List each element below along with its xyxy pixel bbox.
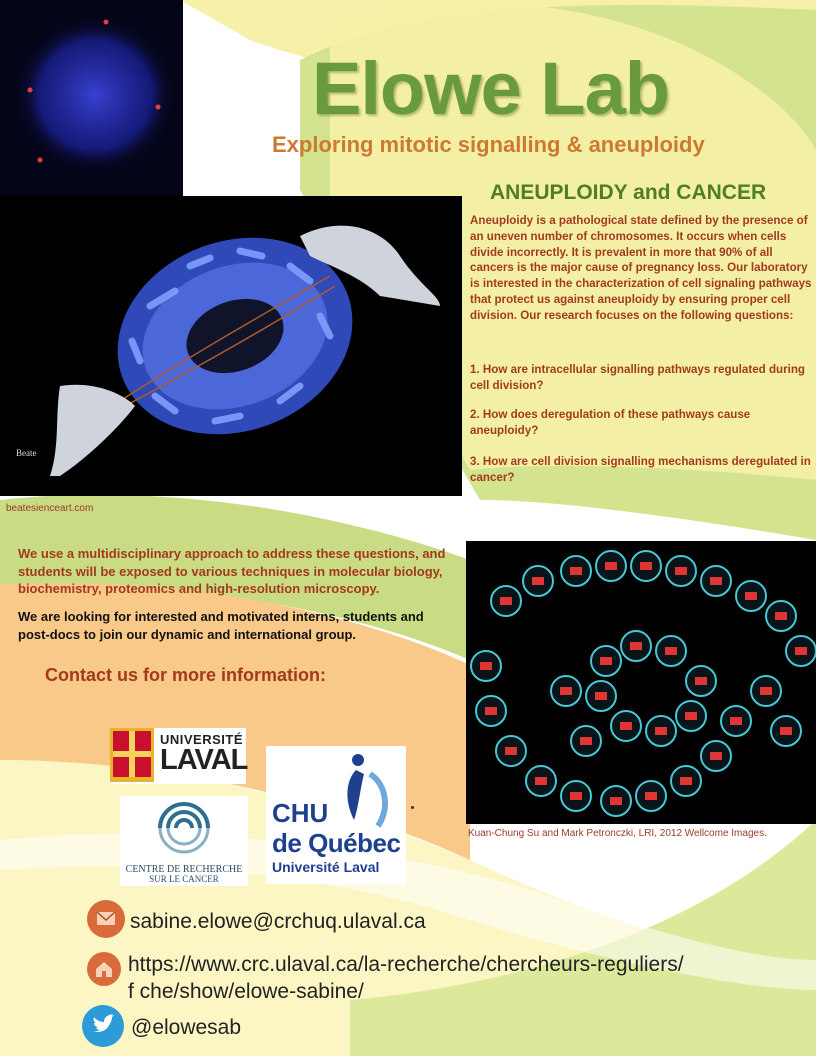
chu-line1: CHU [272, 798, 329, 828]
crc-line2: SUR LE CANCER [149, 874, 219, 884]
question-2: 2. How does deregulation of these pathways cause aneuploidy? [470, 408, 751, 437]
crc-line1: CENTRE DE RECHERCHE [125, 864, 243, 875]
laval-shield [110, 728, 154, 782]
cell-chromatin [630, 642, 642, 650]
cell-chromatin [775, 612, 787, 620]
cell-chromatin [640, 562, 652, 570]
cell-chromatin [730, 717, 742, 725]
twitter-bird-icon [82, 1005, 124, 1047]
cell-chromatin [745, 592, 757, 600]
cell-chromatin [610, 797, 622, 805]
section-intro: Aneuploidy is a pathological state defined by the presence of an uneven number of chromosomes. It occurs when cells divide incorrectly. It is prevalent in more that 90% of all cancers is the major cause of pregnancy loss. Our laboratory is interested in the characterization of cell signaling pathways that protect us against aneuploidy by ensuring proper cell division. Our research focuses on the following questions: [470, 214, 812, 322]
cell-chromatin [605, 562, 617, 570]
cell-chromatin [580, 737, 592, 745]
laval-logo-top-text: UNIVERSITÉ [160, 732, 244, 747]
chu-line2: de Québec [272, 828, 401, 858]
cell-chromatin [620, 722, 632, 730]
cell-chromatin [795, 647, 807, 655]
cell-chromatin [710, 752, 722, 760]
envelope-icon [87, 900, 125, 938]
lab-subtitle: Exploring mitotic signalling & aneuploidy [272, 132, 705, 157]
chromosome-fluorescence-image [0, 0, 183, 212]
cell-chromatin [532, 577, 544, 585]
cell-chromatin [560, 687, 572, 695]
website-link-line2[interactable]: f che/show/elowe-sabine/ [128, 980, 364, 1003]
cell-chromatin [535, 777, 547, 785]
cell-chromatin [760, 687, 772, 695]
crc-spiral-icon [120, 798, 248, 858]
twitter-handle[interactable]: @elowesab [131, 1016, 242, 1039]
mitosis-illustration [0, 196, 462, 496]
website-link-line1[interactable]: https://www.crc.ulaval.ca/la-recherche/chercheurs-reguliers/ [128, 953, 684, 976]
cell-chromatin [600, 657, 612, 665]
cell-chromatin [710, 577, 722, 585]
approach-text: We use a multidisciplinary approach to address these questions, and students will be exposed to various techniques in molecular biology, biochemistry, proteomics and high-resolution microscopy. [18, 546, 446, 597]
email-link[interactable]: sabine.elowe@crchuq.ulaval.ca [130, 910, 426, 933]
chu-de-quebec-logo [266, 746, 406, 884]
cell-chromatin [665, 647, 677, 655]
cell-chromatin [485, 707, 497, 715]
cell-chromatin [680, 777, 692, 785]
cell-chromatin [780, 727, 792, 735]
question-3: 3. How are cell division signalling mechanisms deregulated in cancer? [470, 455, 811, 484]
cell-chromatin [695, 677, 707, 685]
recruiting-text: We are looking for interested and motivated interns, students and post-docs to join our dynamic and international group. [18, 609, 424, 642]
cell-chromatin [685, 712, 697, 720]
crc-logo [120, 796, 248, 886]
micrograph-credit: Kuan-Chung Su and Mark Petronczki, LRI, 2012 Wellcome Images. [468, 828, 767, 839]
cell-chromatin [570, 792, 582, 800]
lab-title: Elowe Lab [312, 47, 669, 130]
chu-figure-icon [326, 750, 396, 830]
cell-chromatin [500, 597, 512, 605]
dividing-cells-micrograph [466, 541, 816, 824]
illustration-credit[interactable]: beatesienceart.com [6, 503, 94, 514]
svg-text:Beate: Beate [16, 448, 37, 458]
section-heading: ANEUPLOIDY and CANCER [490, 181, 767, 204]
cell-chromatin [675, 567, 687, 575]
cell-chromatin [570, 567, 582, 575]
contact-heading: Contact us for more information: [45, 665, 327, 685]
question-1: 1. How are intracellular signalling pathways regulated during cell division? [470, 363, 806, 392]
cell-chromatin [595, 692, 607, 700]
chu-line3: Université Laval [272, 859, 380, 875]
cell-chromatin [655, 727, 667, 735]
universite-laval-logo [110, 728, 246, 784]
cell-chromatin [645, 792, 657, 800]
cell-chromatin [505, 747, 517, 755]
cell-chromatin [480, 662, 492, 670]
stray-dot [411, 806, 414, 809]
laval-logo-bottom-text: LAVAL [160, 744, 248, 776]
home-icon [87, 952, 121, 986]
